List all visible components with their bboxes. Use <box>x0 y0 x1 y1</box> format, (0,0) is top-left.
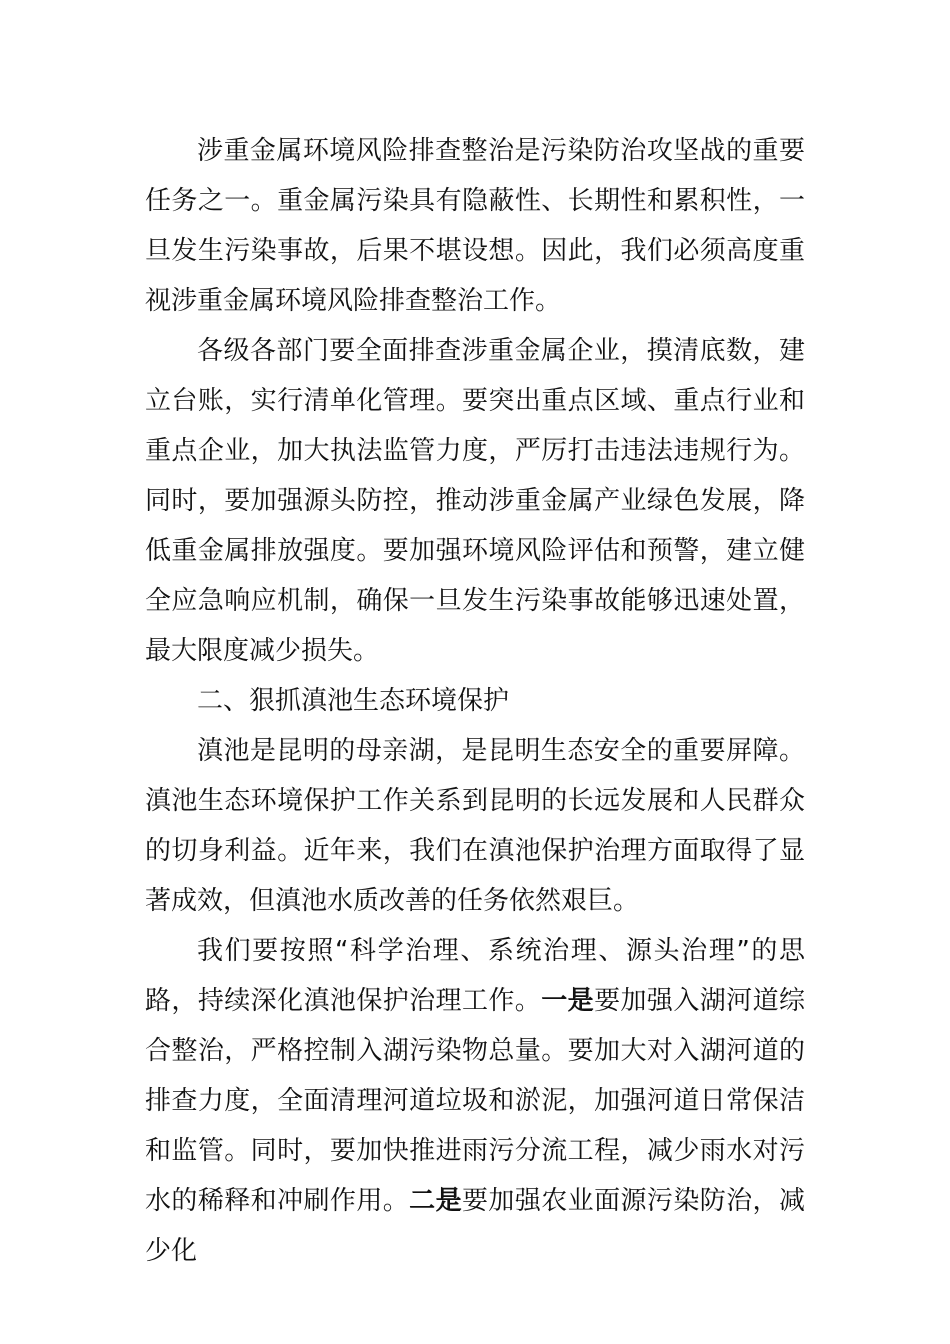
paragraph-heavy-metal-measures <box>145 326 805 676</box>
paragraph-text: 要加强农业面源污染防治，减少化 <box>145 1186 805 1266</box>
paragraph-text: 我们要按照“科学治理、系统治理、源头治理”的思路，持续深化滇池保护治理工作。 <box>145 936 805 1016</box>
paragraph-text: 要加强入湖河道综合整治，严格控制入湖污染物总量。要加大对入湖河道的排查力度，全面清理河道垃圾和淤泥，加强河道日常保洁和监管。同时，要加快推进雨污分流工程，减少雨水对污水的稀释和冲刷作用。 <box>145 986 805 1216</box>
bold-marker-second: 二是 <box>409 1186 462 1216</box>
document-body <box>145 126 805 1276</box>
section-heading-dianchi <box>145 676 805 726</box>
bold-marker-first: 一是 <box>541 986 595 1016</box>
paragraph-text: 滇池是昆明的母亲湖，是昆明生态安全的重要屏障。滇池生态环境保护工作关系到昆明的长远发展和人民群众的切身利益。近年来，我们在滇池保护治理方面取得了显著成效，但滇池水质改善的任务依然艰巨。 <box>145 736 805 916</box>
heading-text: 二、狠抓滇池生态环境保护 <box>197 686 510 716</box>
paragraph-dianchi-intro <box>145 726 805 926</box>
paragraph-heavy-metal-intro <box>145 126 805 326</box>
paragraph-text: 涉重金属环境风险排查整治是污染防治攻坚战的重要任务之一。重金属污染具有隐蔽性、长期性和累积性，一旦发生污染事故，后果不堪设想。因此，我们必须高度重视涉重金属环境风险排查整治工作。 <box>145 136 805 316</box>
paragraph-dianchi-measures <box>145 926 805 1276</box>
paragraph-text: 各级各部门要全面排查涉重金属企业，摸清底数，建立台账，实行清单化管理。要突出重点区域、重点行业和重点企业，加大执法监管力度，严厉打击违法违规行为。同时，要加强源头防控，推动涉重金属产业绿色发展，降低重金属排放强度。要加强环境风险评估和预警，建立健全应急响应机制，确保一旦发生污染事故能够迅速处置，最大限度减少损失。 <box>145 336 805 666</box>
